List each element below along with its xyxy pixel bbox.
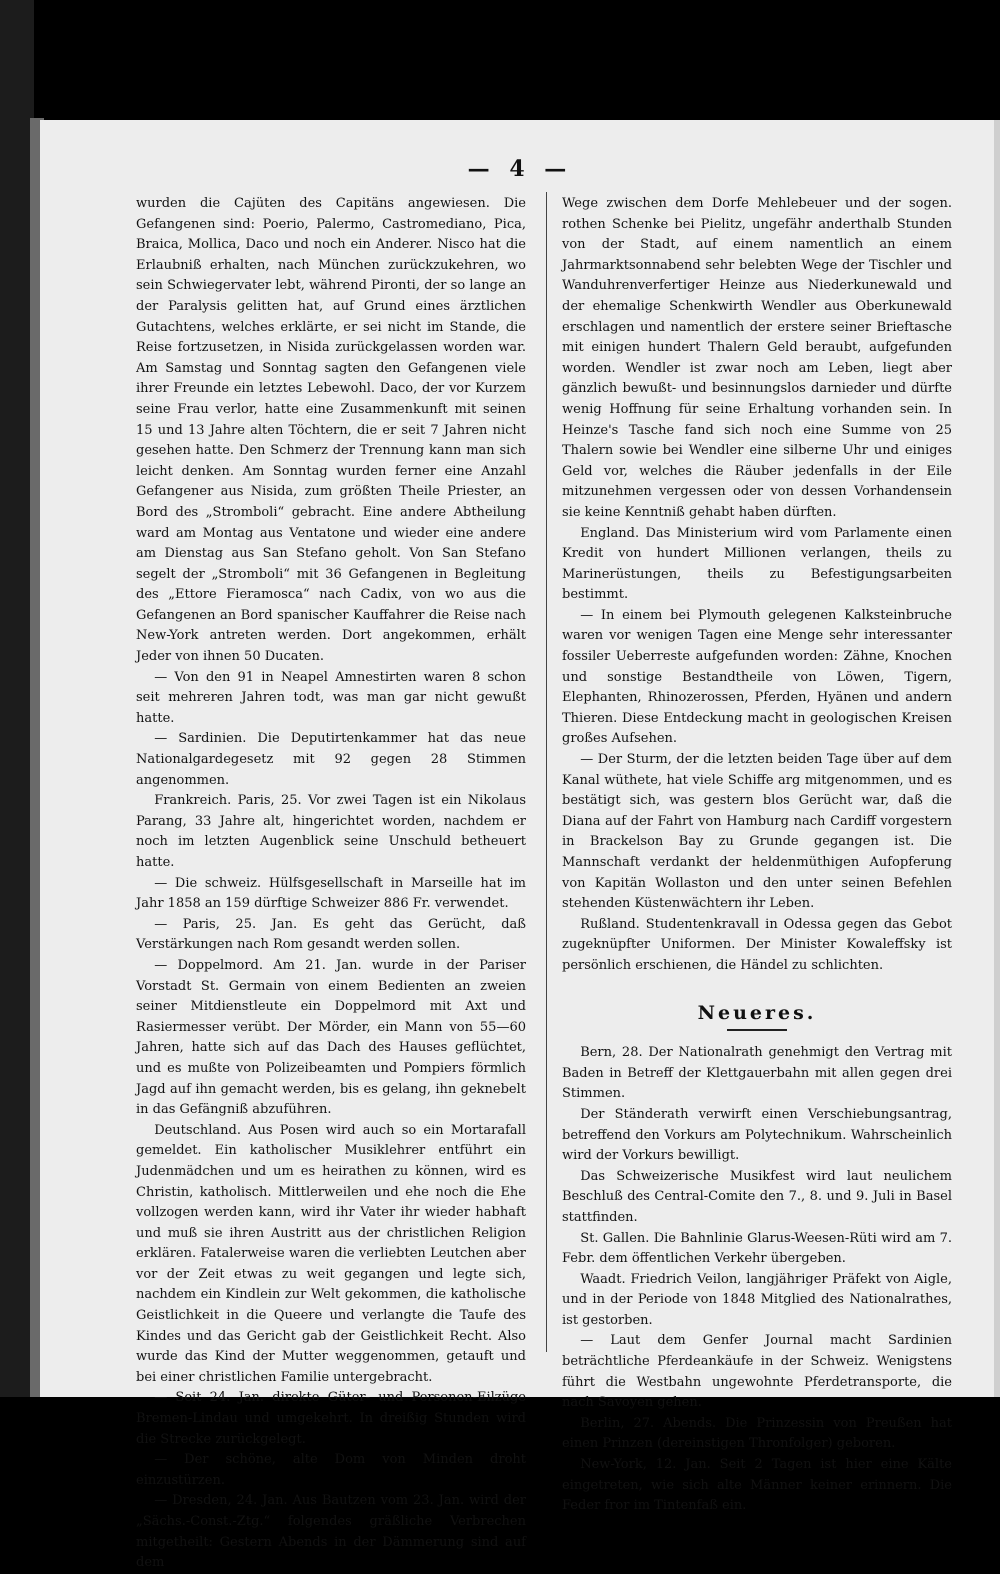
news-item: New-York, 12. Jan. Seit 2 Tagen ist hier eine Kälte eingetreten, wie sich alte Männer keiner erinnern. Die Feder fror im Tintenfaß ein. xyxy=(562,1457,952,1514)
left-column xyxy=(136,194,526,1574)
article-paragraph-deutschland: Deutschland. Aus Posen wird auch so ein Mortarafall gemeldet. Ein katholischer Musiklehrer entführt ein Judenmädchen und um es heirathen zu können, wird es Christin, katholisch. Mittlerweilen und ehe noch die Ehe vollzogen werden kann, wird ihr Vater ihr wieder habhaft und muß sie ihren Austritt aus der christlichen Religion erklären. Fatalerweise waren die verliebten Leutchen aber vor der Zeit etwas zu weit gegangen und legte sich, nachdem ein Kindlein zur Welt gekommen, die katholische Geistlichkeit in die Queere und verlangte die Taufe des Kindes und das Gericht gab der Geistlichkeit Recht. Also wurde das Kind der Mutter weggenommen, getauft und bei einer christlichen Familie untergebracht. xyxy=(136,1122,526,1385)
news-item: Der Ständerath verwirft einen Verschiebungsantrag, betreffend den Vorkurs am Polytechnikum. Wahrscheinlich wird der Vorkurs bewilligt. xyxy=(562,1106,952,1164)
article-paragraph: — Von den 91 in Neapel Amnestirten waren 8 schon seit mehreren Jahren todt, was man gar nicht gewußt hatte. xyxy=(136,669,526,726)
article-paragraph-england: England. Das Ministerium wird vom Parlamente einen Kredit von hundert Millionen verlangen, theils zu Marinerüstungen, theils zu Befestigungsarbeiten bestimmt. xyxy=(562,525,952,603)
article-paragraph: — Die schweiz. Hülfsgesellschaft in Marseille hat im Jahr 1858 an 159 dürftige Schweizer 886 Fr. verwendet. xyxy=(136,875,526,912)
article-paragraph: — Sardinien. Die Deputirtenkammer hat das neue Nationalgardegesetz mit 92 gegen 28 Stimmen angenommen. xyxy=(136,731,526,788)
binding-edge xyxy=(0,0,34,1397)
news-item: St. Gallen. Die Bahnlinie Glarus-Weesen-Rüti wird am 7. Febr. dem öffentlichen Verkehr übergeben. xyxy=(562,1230,952,1267)
article-paragraph: — Seit 24. Jan. direkte Güter- und Personen-Eilzüge Bremen-Lindau und umgekehrt. In dreißig Stunden wird die Strecke zurückgelegt. xyxy=(136,1390,526,1447)
right-column xyxy=(562,194,952,1517)
news-item: — Laut dem Genfer Journal macht Sardinien beträchtliche Pferdeankäufe in der Schweiz. Wenigstens führt die Westbahn ungewohnte Pferdetransporte, die nach Savoyen gehen. xyxy=(562,1333,952,1411)
section-heading-neueres: Neueres. xyxy=(697,1001,817,1024)
page-number: — 4 — xyxy=(467,156,573,182)
heading-rule xyxy=(727,1029,787,1031)
news-item: Waadt. Friedrich Veilon, langjähriger Präfekt von Aigle, und in der Periode von 1848 Mitglied des Nationalrathes, ist gestorben. xyxy=(562,1271,952,1328)
page-sheet xyxy=(40,120,1000,1571)
article-paragraph: — Der Sturm, der die letzten beiden Tage über auf dem Kanal wüthete, hat viele Schiffe arg mitgenommen, und es bestätigt sich, was gestern blos Gerücht war, daß die Diana auf der Fahrt von Hamburg nach Cardiff vorgestern in Brackelson Bay zu Grunde gegangen ist. Die Mannschaft verdankt der heldenmüthigen Aufopferung von Kapitän Wollaston und den unter seinen Befehlen stehenden Küstenwächtern ihr Leben. xyxy=(562,752,952,912)
article-paragraph: — Paris, 25. Jan. Es geht das Gerücht, daß Verstärkungen nach Rom gesandt werden sollen. xyxy=(136,916,526,953)
news-item: Berlin, 27. Abends. Die Prinzessin von Preußen hat einen Prinzen (dereinstigen Thronfolger) geboren. xyxy=(562,1415,952,1452)
article-paragraph: — Dresden, 24. Jan. Aus Bautzen vom 23. Jan. wird der „Sächs.-Const.-Ztg.“ folgendes gräßliche Verbrechen mitgetheilt: Gestern Abends in der Dämmerung sind auf dem xyxy=(136,1493,526,1571)
article-paragraph-frankreich: Frankreich. Paris, 25. Vor zwei Tagen ist ein Nikolaus Parang, 33 Jahre alt, hingerichtet worden, nachdem er noch im letzten Augenblick seine Unschuld betheuert hatte. xyxy=(136,793,526,870)
article-paragraph: — In einem bei Plymouth gelegenen Kalksteinbruche waren vor wenigen Tagen eine Menge sehr interessanter fossiler Ueberreste aufgefunden worden: Zähne, Knochen und sonstige Bestandtheile von Löwen, Tigern, Elephanten, Rhinozerossen, Pferden, Hyänen und andern Thieren. Diese Entdeckung macht in geologischen Kreisen großes Aufsehen. xyxy=(562,607,952,747)
article-paragraph: — Doppelmord. Am 21. Jan. wurde in der Pariser Vorstadt St. Germain von einem Bedienten an zweien seiner Mitdienstleute ein Doppelmord mit Axt und Rasiermesser verübt. Der Mörder, ein Mann von 55—60 Jahren, hatte sich auf das Dach des Hauses geflüchtet, und es mußte von Polizeibeamten und Pompiers förmlich Jagd auf ihn gemacht werden, bis es gelang, ihn geknebelt in das Gefängniß abzuführen. xyxy=(136,957,526,1118)
news-item: Bern, 28. Der Nationalrath genehmigt den Vertrag mit Baden in Betreff der Klettgauerbahn mit allen gegen drei Stimmen. xyxy=(562,1045,952,1102)
article-paragraph-russland: Rußland. Studentenkravall in Odessa gegen das Gebot zugeknüpfter Uniformen. Der Minister Kowaleffsky ist persönlich erschienen, die Händel zu schlichten. xyxy=(562,916,952,973)
news-item: Das Schweizerische Musikfest wird laut neulichem Beschluß des Central-Comite den 7., 8. und 9. Juli in Basel stattfinden. xyxy=(562,1168,952,1225)
column-divider xyxy=(546,192,547,1352)
article-paragraph: Wege zwischen dem Dorfe Mehlebeuer und der sogen. rothen Schenke bei Pielitz, ungefähr anderthalb Stunden von der Stadt, auf einem namentlich an einem Jahrmarktsonnabend sehr belebten Wege der Tischler und Wanduhrenverfertiger Heinze aus Niederkunewald und der ehemalige Schenkwirth Wendler aus Oberkunewald erschlagen und namentlich der erstere seiner Brieftasche mit einigen hundert Thalern Geld beraubt, aufgefunden worden. Wendler ist zwar noch am Leben, liegt aber gänzlich bewußt- und besinnungslos darnieder und dürfte wenig Hoffnung für seine Erhaltung vorhanden sein. In Heinze's Tasche fand sich noch eine Summe von 25 Thalern sowie bei Wendler eine silberne Uhr und einiges Geld vor, welches die Räuber jedenfalls in der Eile mitzunehmen vergessen oder von dessen Vorhandensein sie keine Kenntniß gehabt haben dürften. xyxy=(562,196,952,520)
article-paragraph: wurden die Cajüten des Capitäns angewiesen. Die Gefangenen sind: Poerio, Palermo, Castromediano, Pica, Braica, Mollica, Daco und noch ein Anderer. Nisco hat die Erlaubniß erhalten, nach München zurückzukehren, wo sein Schwiegervater lebt, während Pironti, der so lange an der Paralysis gelitten hat, auf Grund eines ärztlichen Gutachtens, welches erklärte, er sei nicht im Stande, die Reise fortzusetzen, in Nisida zurückgelassen worden war. Am Samstag und Sonntag sagten den Gefangenen viele ihrer Freunde ein letztes Lebewohl. Daco, der vor Kurzem seine Frau verlor, hatte eine Zusammenkunft mit seinen 15 und 13 Jahre alten Töchtern, die er seit 7 Jahren nicht gesehen hatte. Den Schmerz der Trennung kann man sich leicht denken. Am Sonntag wurden ferner eine Anzahl Gefangener aus Nisida, zum größten Theile Priester, an Bord des „Stromboli“ gebracht. Eine andere Abtheilung ward am Montag aus Ventatone und wieder eine andere am Dienstag aus San Stefano geholt. Von San Stefano segelt der „Stromboli“ mit 36 Gefangenen in Begleitung des „Ettore Fieramosca“ nach Cadix, von wo aus die Gefangenen an Bord spanischer Kauffahrer die Reise nach New-York antreten werden. Dort angekommen, erhält Jeder von ihnen 50 Ducaten. xyxy=(136,196,526,665)
page-right-edge xyxy=(994,120,1000,1397)
article-paragraph: — Der schöne, alte Dom von Minden droht einzustürzen. xyxy=(136,1452,526,1488)
